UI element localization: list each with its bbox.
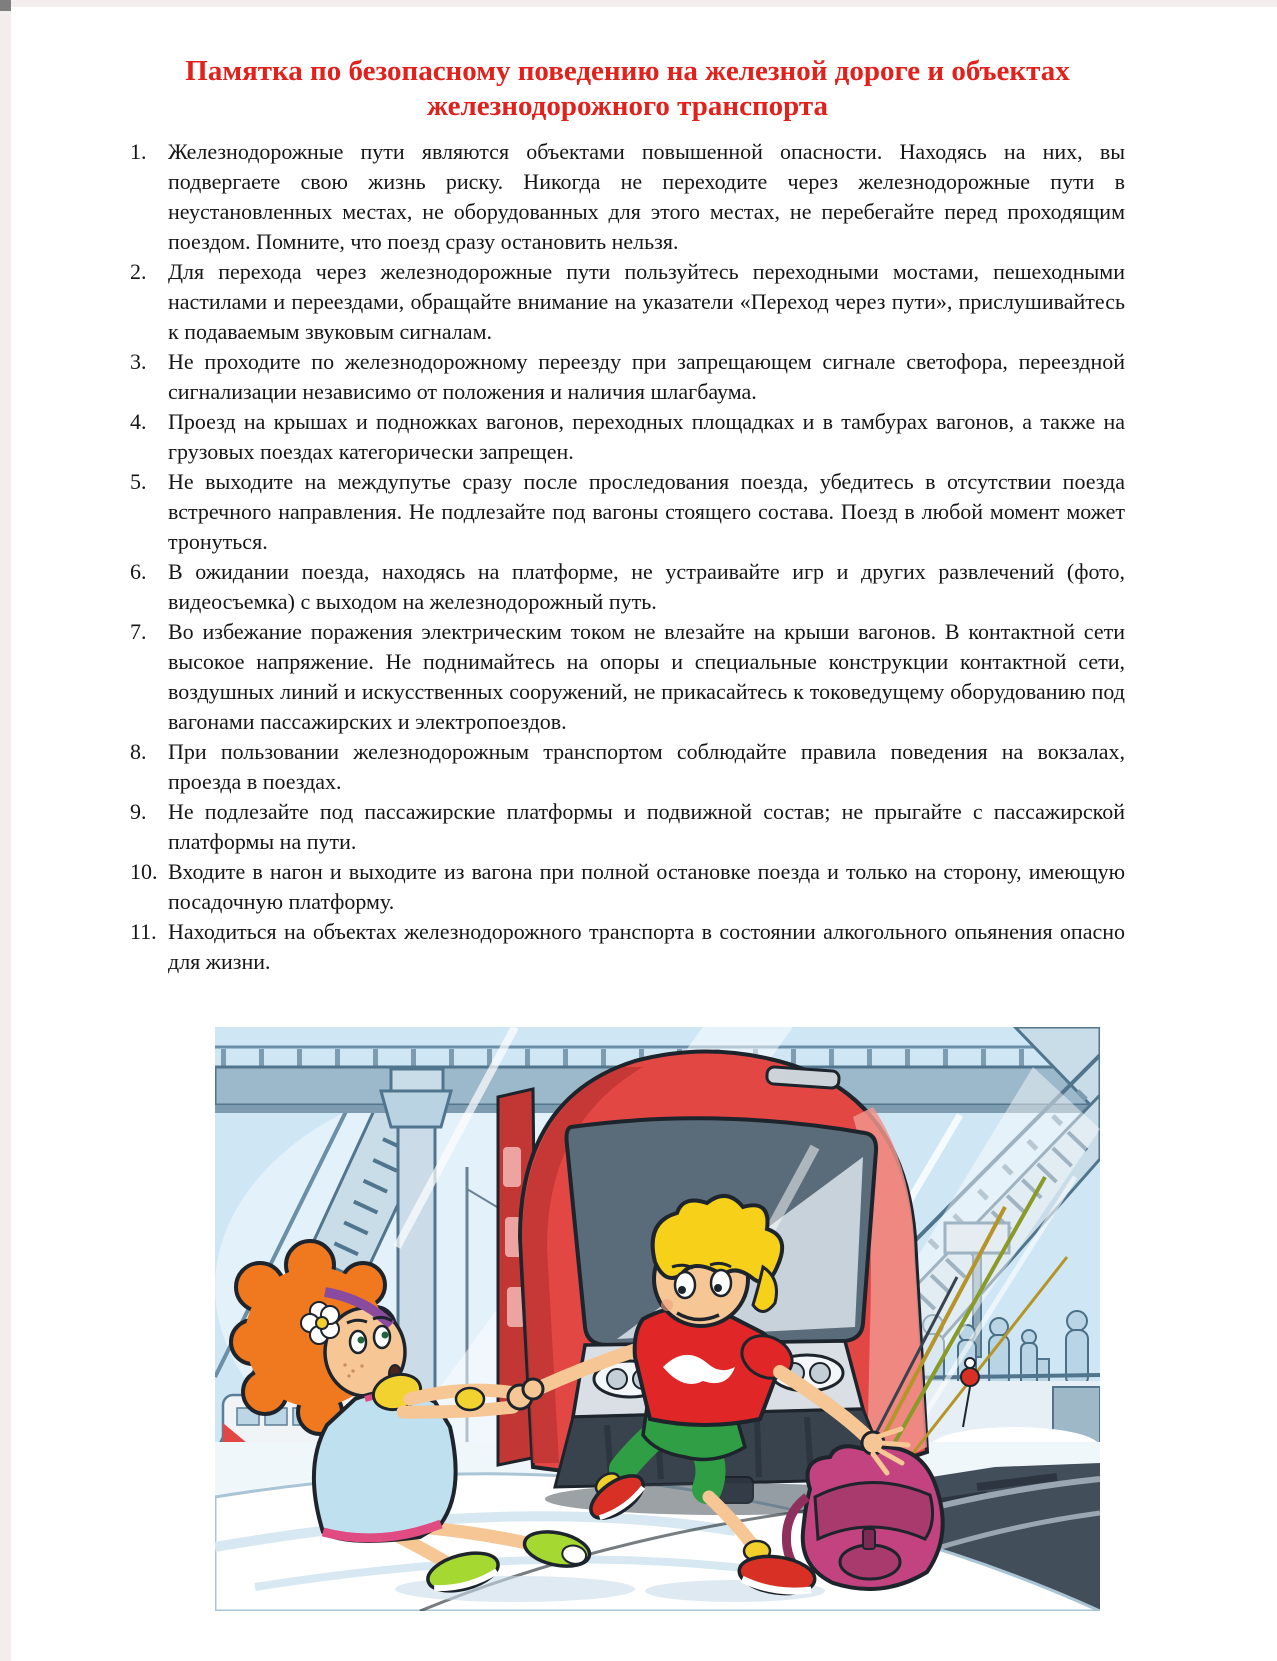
rule-item: [130, 857, 1125, 917]
rule-number: 9.: [130, 798, 147, 824]
rule-item: [130, 257, 1125, 347]
rule-item: [130, 407, 1125, 467]
rule-number: 3.: [130, 348, 147, 374]
rule-number: 2.: [130, 258, 147, 284]
rule-number: 4.: [130, 408, 147, 434]
rule-number: 6.: [130, 558, 147, 584]
rule-item: [130, 737, 1125, 797]
rule-number: 11.: [130, 918, 157, 944]
rule-text: Проезд на крышах и подножках вагонов, переходных площадках и в тамбурах вагонов, а также на грузовых поездах категорически запрещен.: [168, 408, 1125, 464]
rule-number: 7.: [130, 618, 147, 644]
rule-text: Для перехода через железнодорожные пути пользуйтесь переходными мостами, пешеходными настилами и переездами, обращайте внимание на указатели «Переход через пути», прислушивайтесь к подаваемым звуковым сигналам.: [168, 258, 1125, 344]
rule-item: [130, 557, 1125, 617]
rule-text: Входите в нагон и выходите из вагона при полной остановке поезда и только на сторону, имеющую посадочную платформу.: [168, 858, 1125, 914]
page-title: Памятка по безопасному поведению на железной дороге и объектах железнодорожного транспорта: [185, 55, 1070, 122]
rule-text: Не проходите по железнодорожному переезду при запрещающем сигнале светофора, переездной сигнализации независимо от положения и наличия шлагбаума.: [168, 348, 1125, 404]
rule-number: 8.: [130, 738, 147, 764]
rule-item: [130, 797, 1125, 857]
rule-item: [130, 467, 1125, 557]
rule-text: В ожидании поезда, находясь на платформе, не устраивайте игр и других развлечений (фото, видеосъемка) с выходом на железнодорожный путь.: [168, 558, 1125, 614]
rule-item: [130, 617, 1125, 737]
rules-list: [130, 137, 1125, 977]
railway-safety-illustration: [215, 1027, 1100, 1611]
rule-text: Не подлезайте под пассажирские платформы и подвижной состав; не прыгайте с пассажирской платформы на пути.: [168, 798, 1125, 854]
rule-item: [130, 347, 1125, 407]
rule-text: При пользовании железнодорожным транспортом соблюдайте правила поведения на вокзалах, проезда в поездах.: [168, 738, 1125, 794]
rule-number: 1.: [130, 138, 147, 164]
rule-number: 5.: [130, 468, 147, 494]
rule-item: [130, 137, 1125, 257]
rule-text: Железнодорожные пути являются объектами повышенной опасности. Находясь на них, вы подвергаете свою жизнь риску. Никогда не переходите через железнодорожные пути в неустановленных местах, не оборудованных для этого местах, не перебегайте перед проходящим поездом. Помните, что поезд сразу остановить нельзя.: [168, 138, 1125, 254]
rule-text: Во избежание поражения электрическим током не влезайте на крыши вагонов. В контактной сети высокое напряжение. Не поднимайтесь на опоры и специальные конструкции контактной сети, воздушных линий и искусственных сооружений, не прикасайтесь к токоведущему оборудованию под вагонами пассажирских и электропоездов.: [168, 618, 1125, 734]
rule-item: [130, 917, 1125, 977]
rule-text: Не выходите на междупутье сразу после проследования поезда, убедитесь в отсутствии поезда встречного направления. Не подлезайте под вагоны стоящего состава. Поезд в любой момент может тронуться.: [168, 468, 1125, 554]
rule-text: Находиться на объектах железнодорожного транспорта в состоянии алкогольного опьянения опасно для жизни.: [168, 918, 1125, 974]
rule-number: 10.: [130, 858, 158, 884]
